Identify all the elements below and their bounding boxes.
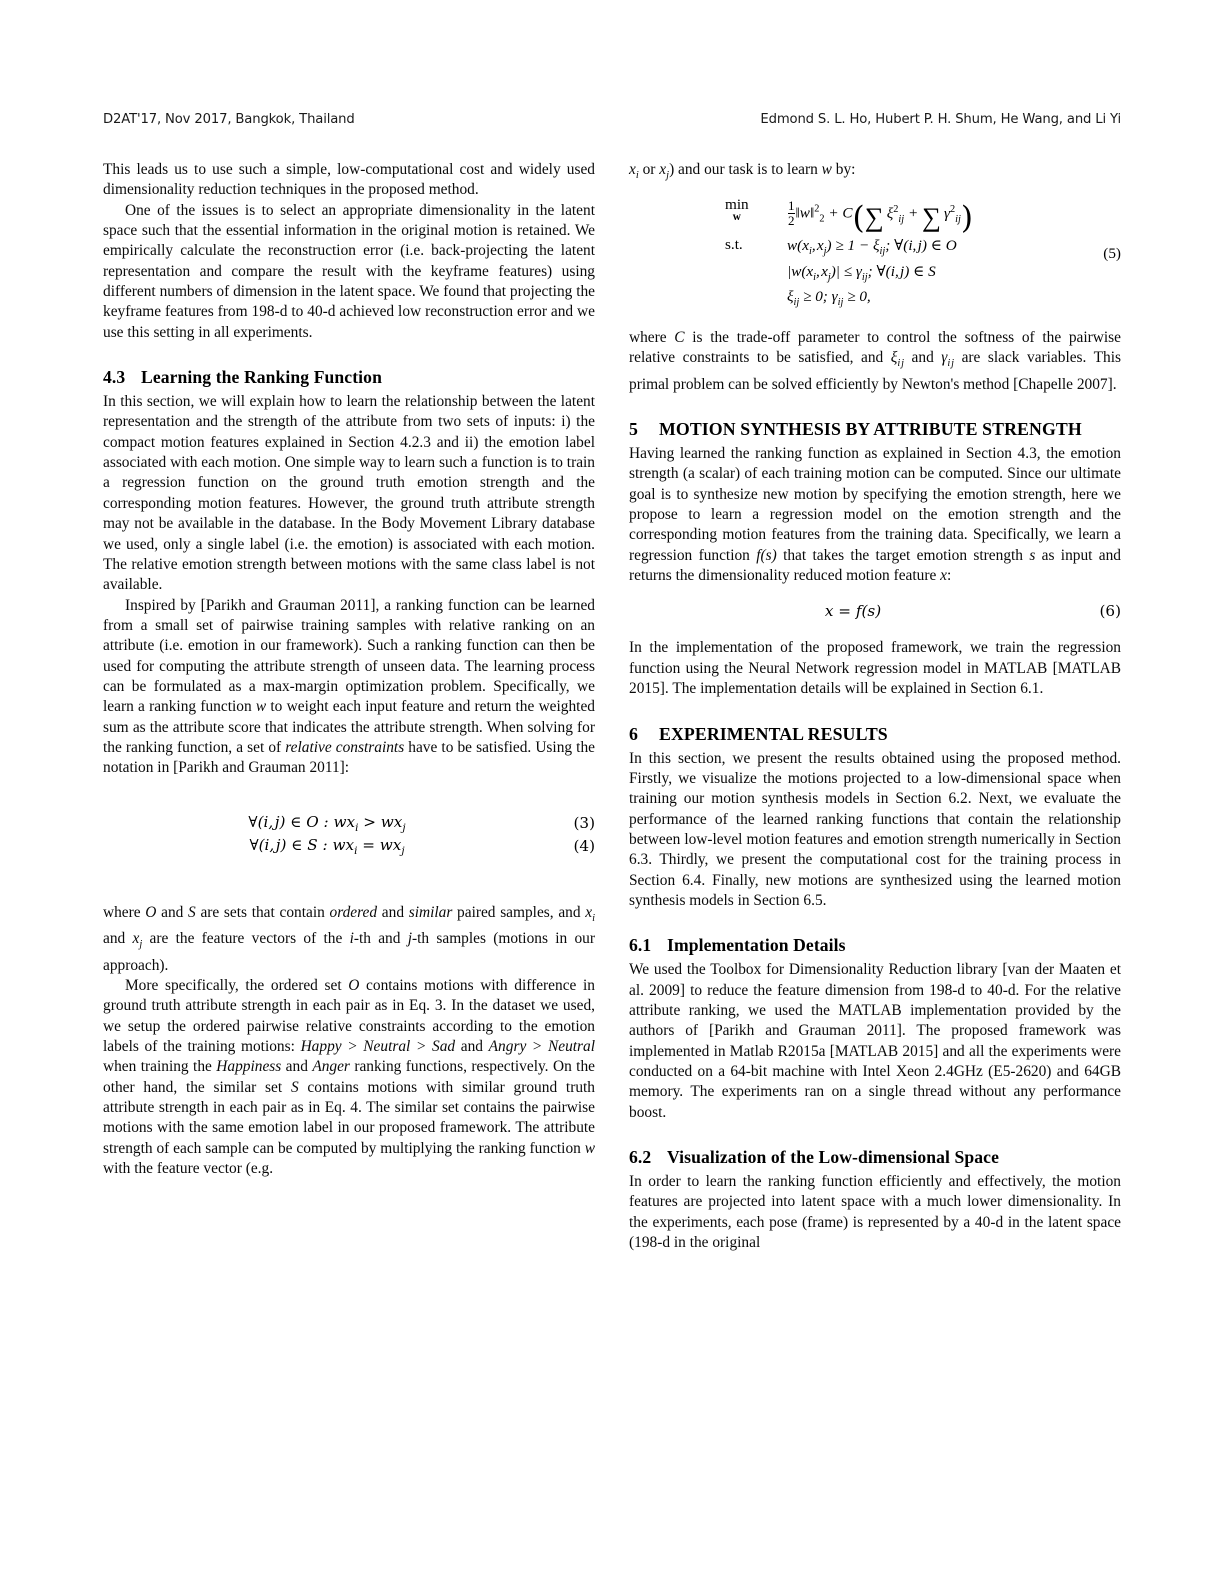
math-var-xi: $x_i$ bbox=[585, 903, 596, 924]
math-var-xi-ij: $\xi_{i j}$ bbox=[890, 349, 905, 370]
math-func-fs: f(s) bbox=[756, 546, 777, 564]
paragraph: This leads us to use such a simple, low-computational cost and widely used dimensionality reduction techniques in the proposed method. bbox=[103, 161, 595, 199]
equation-5-min-label: min w bbox=[725, 196, 749, 223]
equation-5-constraint-2: $|w(x_i$, $x_j)| \le \gamma_{ij}$; ∀(i, j) ∈ S bbox=[787, 262, 936, 283]
section-title: Learning the Ranking Function bbox=[141, 367, 382, 388]
equation-5-constraint-2-line bbox=[725, 262, 1077, 283]
text-run: as input and returns the dimensionality reduced motion feature bbox=[629, 546, 1121, 585]
text-run: and bbox=[156, 903, 189, 921]
text-run: and bbox=[103, 930, 133, 948]
text-run: ranking functions, respectively. On the other hand, the similar set bbox=[103, 1058, 595, 1096]
text-run: or bbox=[638, 161, 660, 178]
math-var-w: w bbox=[255, 698, 267, 716]
paragraph: In this section, we present the results obtained using the proposed method. Firstly, we visualize the motions projected to a low-dimensional space when training our motion synthesis models in Section 6.2. Next, we evaluate the performance of the learned ranking functions that contain the relationship between low-level motion features and emotion strength numerically in Section 6.3. Thirdly, we present the computational cost for the training process in Section 6.4. Finally, new motions are synthesized using the learned motion synthesis models in Section 6.5. bbox=[629, 749, 1121, 909]
text-run: with the feature vector (e.g. bbox=[103, 1159, 274, 1177]
math-var-w: w bbox=[584, 1139, 595, 1157]
equation-5-objective: $\frac{1}{2}$ ‖w‖$^2_2$ + C(∑ $\xi^2_{ij}$ + ∑ $\gamma^2_{ij}$) bbox=[788, 198, 974, 237]
emphasis-relative-constraints: relative constraints bbox=[285, 738, 405, 756]
paragraph bbox=[629, 328, 1121, 395]
math-var-xj: $x_j$ bbox=[132, 930, 143, 951]
section-heading-6-1 bbox=[629, 934, 1121, 956]
equation-3-expression: ∀(i, j) ∈ O : $wx_i > wx_j$ bbox=[248, 812, 406, 834]
text-run: ) and our task is to learn bbox=[669, 161, 822, 178]
paragraph: In this section, we will explain how to learn the relationship between the latent representation and the strength of the attribute from two sets of inputs: i) the compact motion features explained in Section 4.2.3 and ii) the emotion label associated with each motion. One simple way to learn such a function is to train a regression function on the ground truth emotion strength and the corresponding motion features. However, the ground truth attribute strength may not be available in the database. In the Body Movement Library database we used, only a single label (i.e. the emotion) is associated with each motion. The relative emotion strength between motions with the same class label is not available. bbox=[103, 393, 595, 594]
equation-5-constraint-1: $w(x_i$, $x_j) \ge 1 - \xi_{ij}$; ∀(i, j) ∈ O bbox=[787, 236, 957, 257]
equation-5-constraint-3: $\xi_{ij} \ge 0$; $\gamma_{ij} \ge 0$, bbox=[787, 287, 871, 308]
equation-6-expression: x = f(s) bbox=[824, 602, 882, 621]
math-index-i: i bbox=[349, 930, 354, 948]
section-number: 6.2 bbox=[629, 1147, 652, 1167]
section-title: Visualization of the Low-dimensional Space bbox=[667, 1147, 999, 1167]
equation-4-expression: ∀(i, j) ∈ S : $wx_i = wx_j$ bbox=[249, 835, 405, 857]
paragraph bbox=[103, 903, 595, 976]
emphasis-ordered: ordered bbox=[329, 903, 378, 921]
text-run: and bbox=[377, 903, 409, 921]
emphasis-similar: similar bbox=[408, 903, 453, 921]
equation-6 bbox=[629, 602, 1121, 620]
text-run: to weight each input feature and return the weighted sum as the attribute score that indicates the attribute strength. When solving for the ranking function, a set of bbox=[103, 698, 595, 756]
text-run: that takes the target emotion strength bbox=[776, 546, 1030, 564]
emphasis-angry-order: Angry > Neutral bbox=[488, 1037, 595, 1055]
math-index-j: j bbox=[407, 930, 412, 948]
equation-3-number: (3) bbox=[573, 814, 595, 833]
section-title: EXPERIMENTAL RESULTS bbox=[659, 723, 888, 744]
right-column bbox=[629, 160, 1121, 1460]
equation-5-number: (5) bbox=[1103, 245, 1121, 263]
section-number: 4.3 bbox=[103, 367, 126, 388]
emphasis-anger: Anger bbox=[312, 1058, 350, 1076]
paragraph: We used the Toolbox for Dimensionality Reduction library [van der Maaten et al. 2009] to reduce the feature dimension from 198-d to 40-d. For the relative attribute ranking, we used the MATLAB implementation provided by the authors of [Parikh and Grauman 2011]. The proposed framework was implemented in Matlab R2015a [MATLAB 2015] and all the experiments were conducted on a 64-bit machine with Intel Xeon 2.4GHz (E5-2620) and 64GB memory. The experiments ran on a single thread without any performance boost. bbox=[629, 961, 1121, 1121]
text-run: -th and bbox=[353, 930, 408, 948]
header-venue: D2AT'17, Nov 2017, Bangkok, Thailand bbox=[103, 112, 355, 127]
math-var-x: x bbox=[940, 567, 947, 585]
header-authors: Edmond S. L. Ho, Hubert P. H. Shum, He Wang, and Li Yi bbox=[760, 112, 1121, 127]
emphasis-happy-order: Happy > Neutral > Sad bbox=[300, 1037, 456, 1055]
section-title: MOTION SYNTHESIS BY ATTRIBUTE STRENGTH bbox=[659, 419, 1082, 440]
text-run: paired samples, and bbox=[452, 903, 586, 921]
text-run: where bbox=[103, 903, 146, 921]
math-var-gamma-ij: $\gamma_{i j}$ bbox=[941, 349, 955, 370]
section-heading-5 bbox=[629, 418, 1121, 440]
equation-5 bbox=[629, 196, 1121, 308]
section-number: 6.1 bbox=[629, 935, 652, 956]
equation-4 bbox=[103, 836, 595, 857]
equation-3 bbox=[103, 813, 595, 834]
emphasis-happiness: Happiness bbox=[216, 1058, 282, 1076]
text-run: and bbox=[281, 1058, 313, 1076]
section-heading-6 bbox=[629, 723, 1121, 745]
paragraph bbox=[629, 444, 1121, 586]
text-run: and bbox=[904, 349, 942, 367]
text-run: are slack variables. This primal problem can be solved efficiently by Newton's method [Chapelle 2007]. bbox=[629, 349, 1121, 393]
paragraph: In the implementation of the proposed framework, we train the regression function using the Neural Network regression model in MATLAB [MATLAB 2015]. The implementation details will be explained in Section 6.1. bbox=[629, 639, 1121, 698]
math-set-o: O bbox=[145, 903, 157, 921]
equation-5-st-label: s.t. bbox=[725, 235, 743, 253]
math-var-xi: $x_i$ bbox=[629, 161, 639, 182]
two-column-body bbox=[103, 160, 1121, 1460]
running-header bbox=[103, 112, 1121, 127]
text-run: are the feature vectors of the bbox=[142, 930, 350, 948]
text-run: contains motions with similar ground truth attribute strength in each pair as in Eq. 4. The similar set contains the pairwise motions with the same emotion label in our proposed framework. The attribute strength of each sample can be computed by multiplying the ranking function bbox=[103, 1078, 595, 1157]
text-run: More specifically, the ordered set bbox=[125, 976, 349, 994]
math-var-xj: $x_j$ bbox=[659, 161, 670, 182]
math-set-s: S bbox=[188, 903, 196, 921]
text-run: where bbox=[629, 328, 675, 346]
math-set-s: S bbox=[290, 1078, 299, 1096]
paragraph: In order to learn the ranking function efficiently and effectively, the motion features are projected into latent space with a much lower dimensionality. In the experiments, each pose (frame) is represented by a 40-d in the latent space (198-d in the original bbox=[629, 1173, 1121, 1252]
equation-5-min-var: w bbox=[732, 210, 741, 223]
math-var-w: w bbox=[821, 161, 832, 178]
equation-5-body bbox=[629, 196, 1077, 308]
section-title: Implementation Details bbox=[667, 935, 846, 956]
text-run: contains motions with difference in ground truth attribute strength in each pair as in Eq. 3. In the dataset we used, we setup the ordered pairwise relative constraints according to the emotion labels of the training motions: bbox=[103, 976, 595, 1055]
paragraph: One of the issues is to select an appropriate dimensionality in the latent space such that the essential information in the original motion is retained. We empirically calculate the reconstruction error (i.e. back-projecting the latent representation and compare the result with the keyframe features) using different numbers of dimension in the latent space. We found that projecting the keyframe features from 198-d to 40-d achieved low reconstruction error and we use this setting in all experiments. bbox=[103, 201, 595, 341]
left-column bbox=[103, 160, 595, 1460]
section-heading-4-3 bbox=[103, 366, 595, 388]
equation-4-number: (4) bbox=[573, 837, 595, 856]
section-number: 6 bbox=[629, 723, 638, 744]
text-run: are sets that contain bbox=[195, 903, 330, 921]
text-run: when training the bbox=[103, 1058, 217, 1076]
text-run: Having learned the ranking function as explained in Section 4.3, the emotion strength (a scalar) of each training motion can be computed. Since our ultimate goal is to synthesize new motion by specifying the emotion strength, here we propose to learn a regression model on the emotion strength and the corresponding motion features from the training data. Specifically, we learn a regression function bbox=[629, 445, 1121, 564]
paragraph bbox=[629, 160, 1121, 186]
equation-5-objective-line bbox=[725, 196, 1077, 237]
text-run: by: bbox=[831, 161, 856, 178]
text-run: -th samples (motions in our approach). bbox=[103, 930, 595, 974]
equation-5-constraint-3-line bbox=[725, 288, 1077, 308]
text-run: : bbox=[946, 567, 952, 585]
math-var-s: s bbox=[1029, 546, 1036, 564]
equation-6-number: (6) bbox=[1099, 602, 1121, 621]
section-heading-6-2 bbox=[629, 1146, 1121, 1168]
text-run: and bbox=[455, 1037, 489, 1055]
math-set-o: O bbox=[348, 976, 360, 994]
math-param-c: C bbox=[674, 328, 685, 346]
text-run: is the trade-off parameter to control the softness of the pairwise relative constraints to be satisfied, and bbox=[629, 328, 1121, 367]
equation-5-constraint-1-line bbox=[725, 236, 1077, 257]
paragraph bbox=[103, 976, 595, 1179]
text-run: Inspired by [Parikh and Grauman 2011], a ranking function can be learned from a small set of pairwise training samples with relative ranking on an attribute (i.e. emotion in our framework). Such a ranking function can then be used for computing the attribute strength of unseen data. The learning process can be formulated as a max-margin optimization problem. Specifically, we learn a ranking function bbox=[103, 596, 595, 716]
section-number: 5 bbox=[629, 419, 638, 440]
text-run: have to be satisfied. Using the notation in [Parikh and Grauman 2011]: bbox=[103, 738, 595, 777]
paragraph bbox=[103, 596, 595, 779]
